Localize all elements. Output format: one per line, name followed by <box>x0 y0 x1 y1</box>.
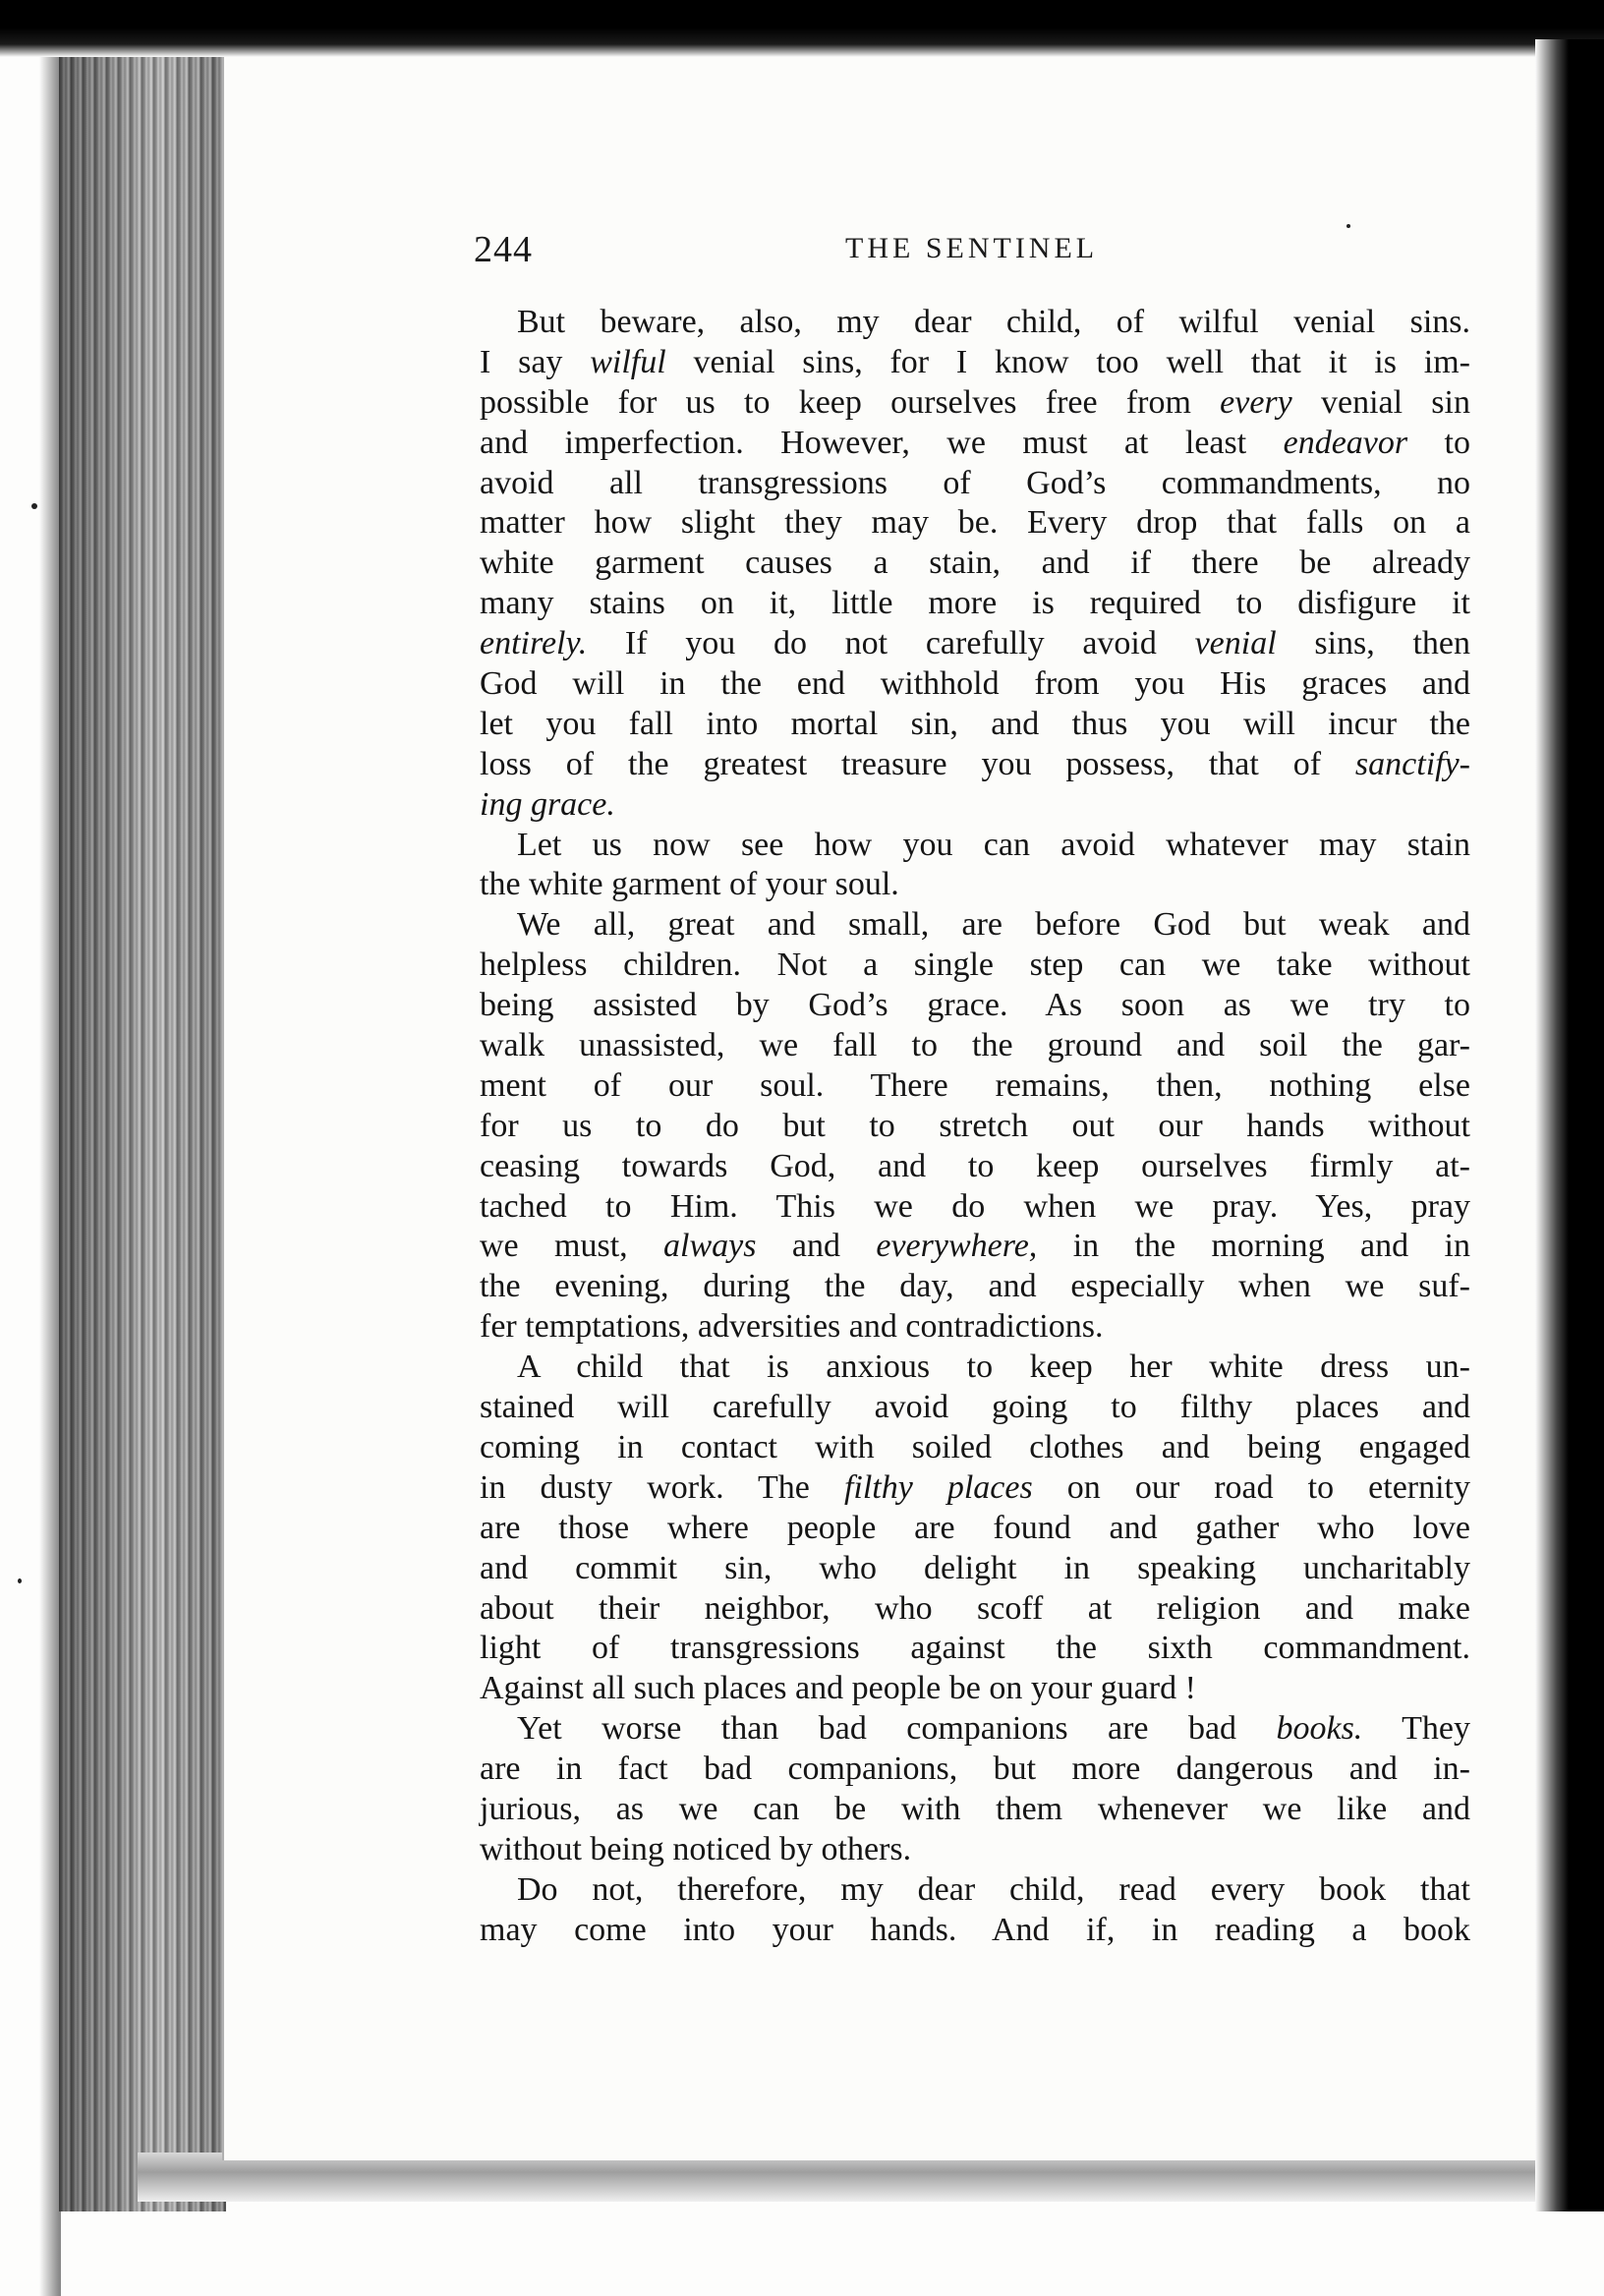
text-run: helpless children. Not a single step can we take without <box>480 947 1470 984</box>
text-run: They <box>1362 1710 1470 1748</box>
text-line <box>480 745 1470 785</box>
scan-top-shadow <box>0 0 1604 57</box>
text-run: walk unassisted, we fall to the ground and soil the gar- <box>480 1027 1470 1064</box>
text-line <box>480 1830 1470 1870</box>
text-run: Against all such places and people be on your guard ! <box>480 1670 1196 1707</box>
text-line <box>480 785 1470 826</box>
text-run: coming in contact with soiled clothes and being engaged <box>480 1428 1470 1465</box>
text-line <box>480 464 1470 504</box>
text-line <box>480 544 1470 584</box>
text-run: about their neighbor, who scoff at religion and make <box>480 1589 1470 1627</box>
text-run: the white garment of your soul. <box>480 866 899 903</box>
text-run: are those where people are found and gather who love <box>480 1509 1470 1546</box>
text-run: and imperfection. However, we must at least <box>480 424 1284 461</box>
scan-margin-left <box>0 0 61 2296</box>
text-run: tached to Him. This we do when we pray. Yes, pray <box>480 1187 1470 1225</box>
text-line <box>480 424 1470 464</box>
text-run: on our road to eternity <box>1032 1468 1470 1506</box>
text-run: possible for us to keep ourselves free from <box>480 383 1221 421</box>
text-run: avoid all transgressions of God’s commandments, no <box>480 464 1470 501</box>
text-run: we must, <box>480 1228 664 1265</box>
text-run: and <box>756 1228 877 1265</box>
text-line <box>480 1388 1470 1428</box>
text-run: may come into your hands. And if, in reading a book <box>480 1911 1470 1948</box>
text-line <box>480 1509 1470 1549</box>
text-line <box>480 1709 1470 1750</box>
text-run: many stains on it, little more is required to disfigure it <box>480 585 1470 622</box>
text-run: Do not, therefore, my dear child, read every book that <box>517 1870 1470 1908</box>
text-line <box>480 624 1470 664</box>
text-line <box>480 1026 1470 1066</box>
text-run: white garment causes a stain, and if there be already <box>480 545 1470 582</box>
text-run: let you fall into mortal sin, and thus you will incur the <box>480 705 1470 742</box>
body-text <box>480 303 1470 1951</box>
text-line <box>480 1911 1470 1951</box>
text-run: sins, then <box>1276 625 1471 662</box>
text-line <box>480 1790 1470 1830</box>
page-header <box>474 228 1457 277</box>
text-line <box>480 1549 1470 1589</box>
scan-speck <box>31 503 37 509</box>
text-run: venial sin <box>1291 383 1470 421</box>
book-page-edges <box>59 29 226 2211</box>
italic-text: sanctify- <box>1354 745 1470 782</box>
italic-text: filthy places <box>843 1468 1033 1506</box>
text-line <box>480 1187 1470 1228</box>
text-line <box>480 503 1470 544</box>
book-binding-shadow <box>1535 39 1604 2211</box>
text-run: in dusty work. The <box>480 1468 844 1506</box>
text-run: jurious, as we can be with them whenever we like and <box>480 1790 1470 1827</box>
text-line <box>480 946 1470 986</box>
text-run: loss of the greatest treasure you possess, that of <box>480 745 1355 782</box>
text-line <box>480 905 1470 946</box>
text-line <box>480 664 1470 705</box>
text-line <box>480 1227 1470 1267</box>
italic-text: venial <box>1194 625 1277 662</box>
text-line <box>480 1066 1470 1107</box>
text-line <box>480 1750 1470 1790</box>
text-run: We all, great and small, are before God but weak and <box>517 906 1470 944</box>
italic-text: always <box>663 1228 757 1265</box>
text-run: in the morning and in <box>1037 1228 1470 1265</box>
text-line <box>480 1669 1470 1709</box>
text-run: being assisted by God’s grace. As soon as we try to <box>480 987 1470 1024</box>
text-line <box>480 1870 1470 1911</box>
text-line <box>480 826 1470 866</box>
text-line <box>480 986 1470 1026</box>
text-run: I say <box>480 343 591 380</box>
text-line <box>480 1629 1470 1669</box>
text-run: But beware, also, my dear child, of wilful venial sins. <box>517 304 1470 340</box>
running-head: THE SENTINEL <box>845 232 1099 264</box>
italic-text: endeavor <box>1283 424 1408 461</box>
text-line <box>480 1147 1470 1187</box>
text-line <box>480 705 1470 745</box>
text-run: If you do not carefully avoid <box>587 625 1195 662</box>
text-run: and commit sin, who delight in speaking uncharitably <box>480 1549 1470 1586</box>
text-run: fer temptations, adversities and contradictions. <box>480 1308 1104 1346</box>
text-run: are in fact bad companions, but more dangerous and in- <box>480 1751 1470 1788</box>
text-run: ceasing towards God, and to keep ourselves firmly at- <box>480 1147 1470 1184</box>
text-run: to <box>1407 424 1470 461</box>
text-run: matter how slight they may be. Every drop that falls on a <box>480 504 1470 542</box>
italic-text: entirely. <box>480 625 588 662</box>
text-run: venial sins, for I know too well that it is im- <box>665 343 1470 380</box>
text-run: stained will carefully avoid going to filthy places and <box>480 1389 1470 1426</box>
text-run: light of transgressions against the sixth commandment. <box>480 1630 1470 1667</box>
text-line <box>480 383 1470 424</box>
text-line <box>480 343 1470 383</box>
scan-speck <box>18 1578 22 1583</box>
text-run: God will in the end withhold from you His graces and <box>480 665 1470 703</box>
text-line <box>480 1267 1470 1307</box>
text-line <box>480 1107 1470 1147</box>
text-line <box>480 1428 1470 1468</box>
text-run: A child that is anxious to keep her white dress un- <box>517 1349 1470 1386</box>
text-run: ment of our soul. There remains, then, nothing else <box>480 1066 1470 1104</box>
text-run: for us to do but to stretch out our hands without <box>480 1107 1470 1144</box>
text-line <box>480 303 1470 343</box>
italic-text: everywhere, <box>876 1228 1038 1265</box>
text-line <box>480 1589 1470 1630</box>
text-run: Yet worse than bad companions are bad <box>517 1710 1277 1748</box>
text-run: the evening, during the day, and especially when we suf- <box>480 1268 1470 1305</box>
text-line <box>480 1307 1470 1348</box>
page-number: 244 <box>474 229 533 270</box>
text-line <box>480 1468 1470 1509</box>
text-run: Let us now see how you can avoid whatever may stain <box>517 826 1470 863</box>
italic-text: books. <box>1276 1710 1363 1748</box>
text-run: without being noticed by others. <box>480 1830 912 1867</box>
text-line <box>480 1348 1470 1388</box>
italic-text: wilful <box>590 343 666 380</box>
text-line <box>480 584 1470 624</box>
italic-text: ing grace. <box>480 785 615 823</box>
italic-text: every <box>1220 383 1292 421</box>
text-line <box>480 865 1470 905</box>
